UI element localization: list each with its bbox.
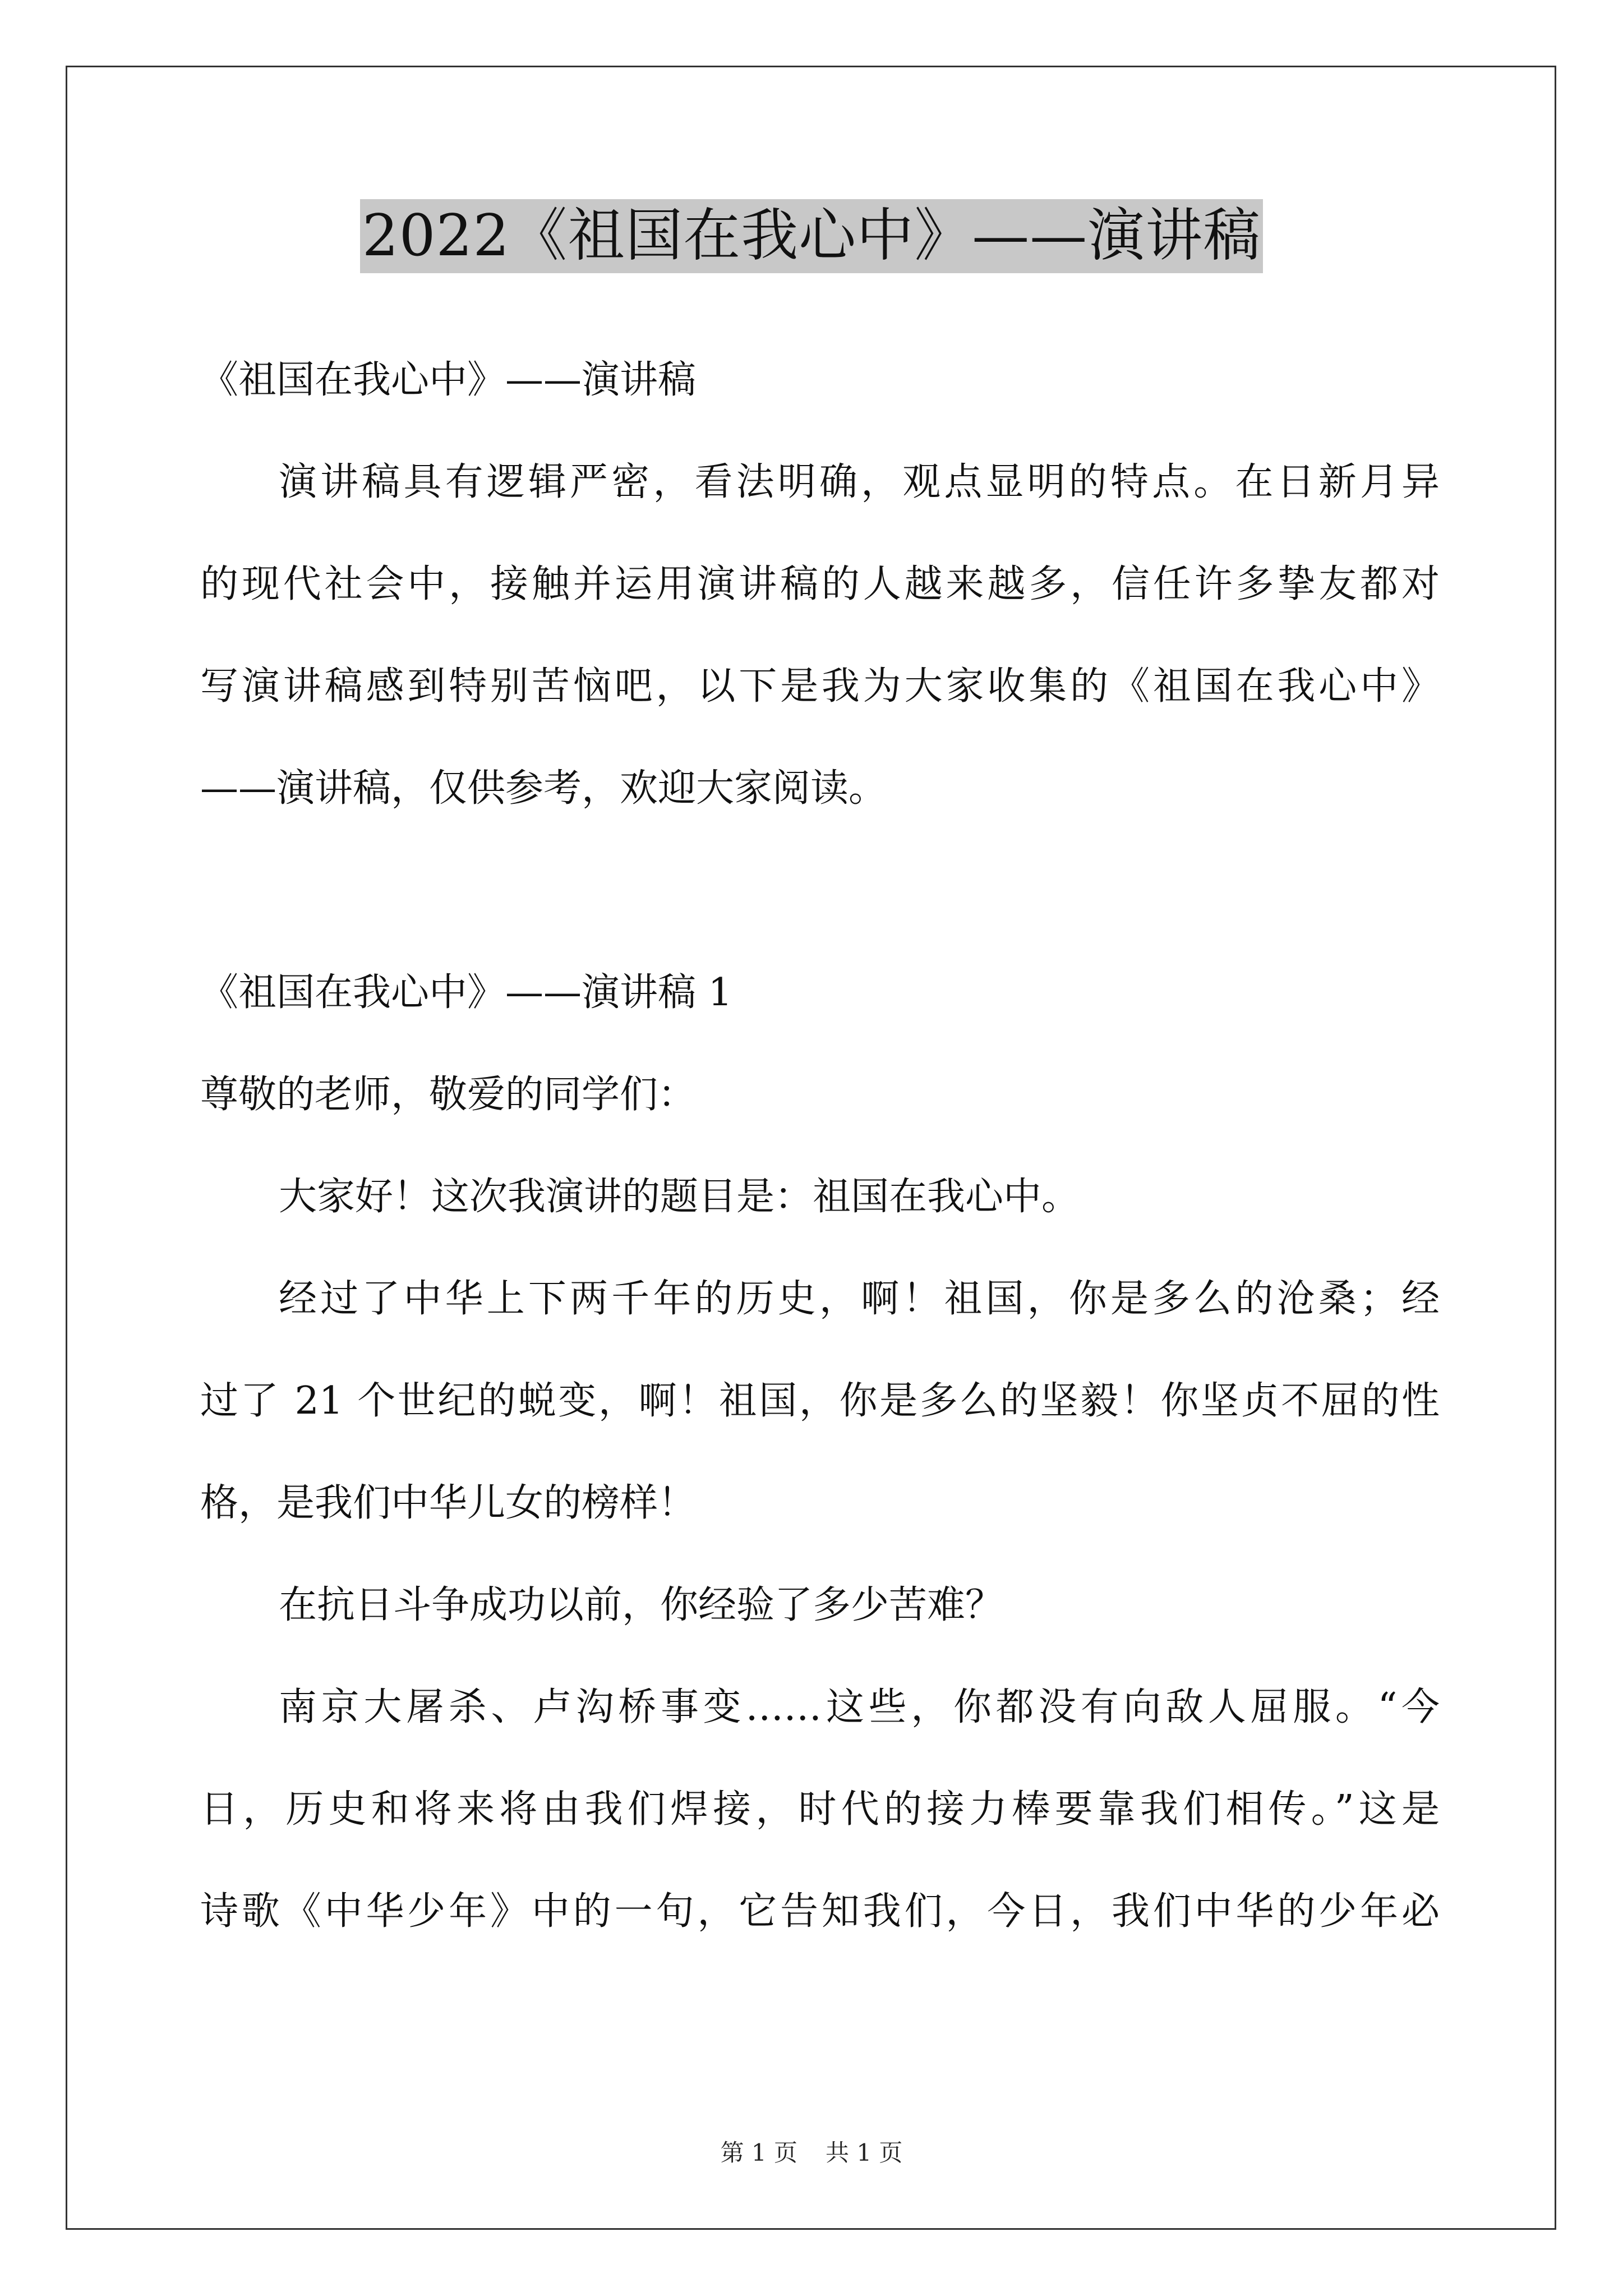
- page-footer: [0, 2136, 1623, 2170]
- text-line: 诗歌《中华少年》中的一句，它告知我们，今日，我们中华的少年必: [200, 1889, 1440, 1934]
- salutation: 尊敬的老师，敬爱的同学们：: [200, 1073, 697, 1117]
- text-line: 演讲稿具有逻辑严密，看法明确，观点显明的特点。在日新月异: [279, 460, 1440, 504]
- text-line: 经过了中华上下两千年的历史，啊！祖国，你是多么的沧桑；经: [279, 1277, 1440, 1321]
- blank-line: [200, 857, 1440, 959]
- text-line: 大家好！这次我演讲的题目是：祖国在我心中。: [279, 1175, 1080, 1219]
- text-line: 的现代社会中，接触并运用演讲稿的人越来越多，信任许多挚友都对: [200, 562, 1440, 606]
- text-line: 南京大屠杀、卢沟桥事变……这些，你都没有向敌人屈服。“今: [279, 1685, 1440, 1729]
- section-heading: 《祖国在我心中》——演讲稿 1: [200, 970, 732, 1015]
- text-line: 在抗日斗争成功以前，你经验了多少苦难？: [279, 1583, 1004, 1627]
- text-line: ——演讲稿，仅供参考，欢迎大家阅读。: [200, 766, 887, 811]
- text-line: 日，历史和将来将由我们焊接，时代的接力棒要靠我们相传。”这是: [200, 1787, 1440, 1832]
- document-title: 2022《祖国在我心中》——演讲稿: [360, 199, 1264, 273]
- page-total: 共 1 页: [826, 2139, 903, 2166]
- text-line: 格，是我们中华儿女的榜样！: [200, 1481, 697, 1525]
- text-line: 写演讲稿感到特别苦恼吧，以下是我为大家收集的《祖国在我心中》: [200, 664, 1440, 708]
- section-heading: 《祖国在我心中》——演讲稿: [200, 358, 697, 402]
- document-body: [200, 347, 1440, 1980]
- title-wrap: [0, 199, 1623, 273]
- text-line: 过了 21 个世纪的蜕变，啊！祖国，你是多么的坚毅！你坚贞不屈的性: [200, 1379, 1440, 1423]
- page-number: 第 1 页: [720, 2139, 797, 2166]
